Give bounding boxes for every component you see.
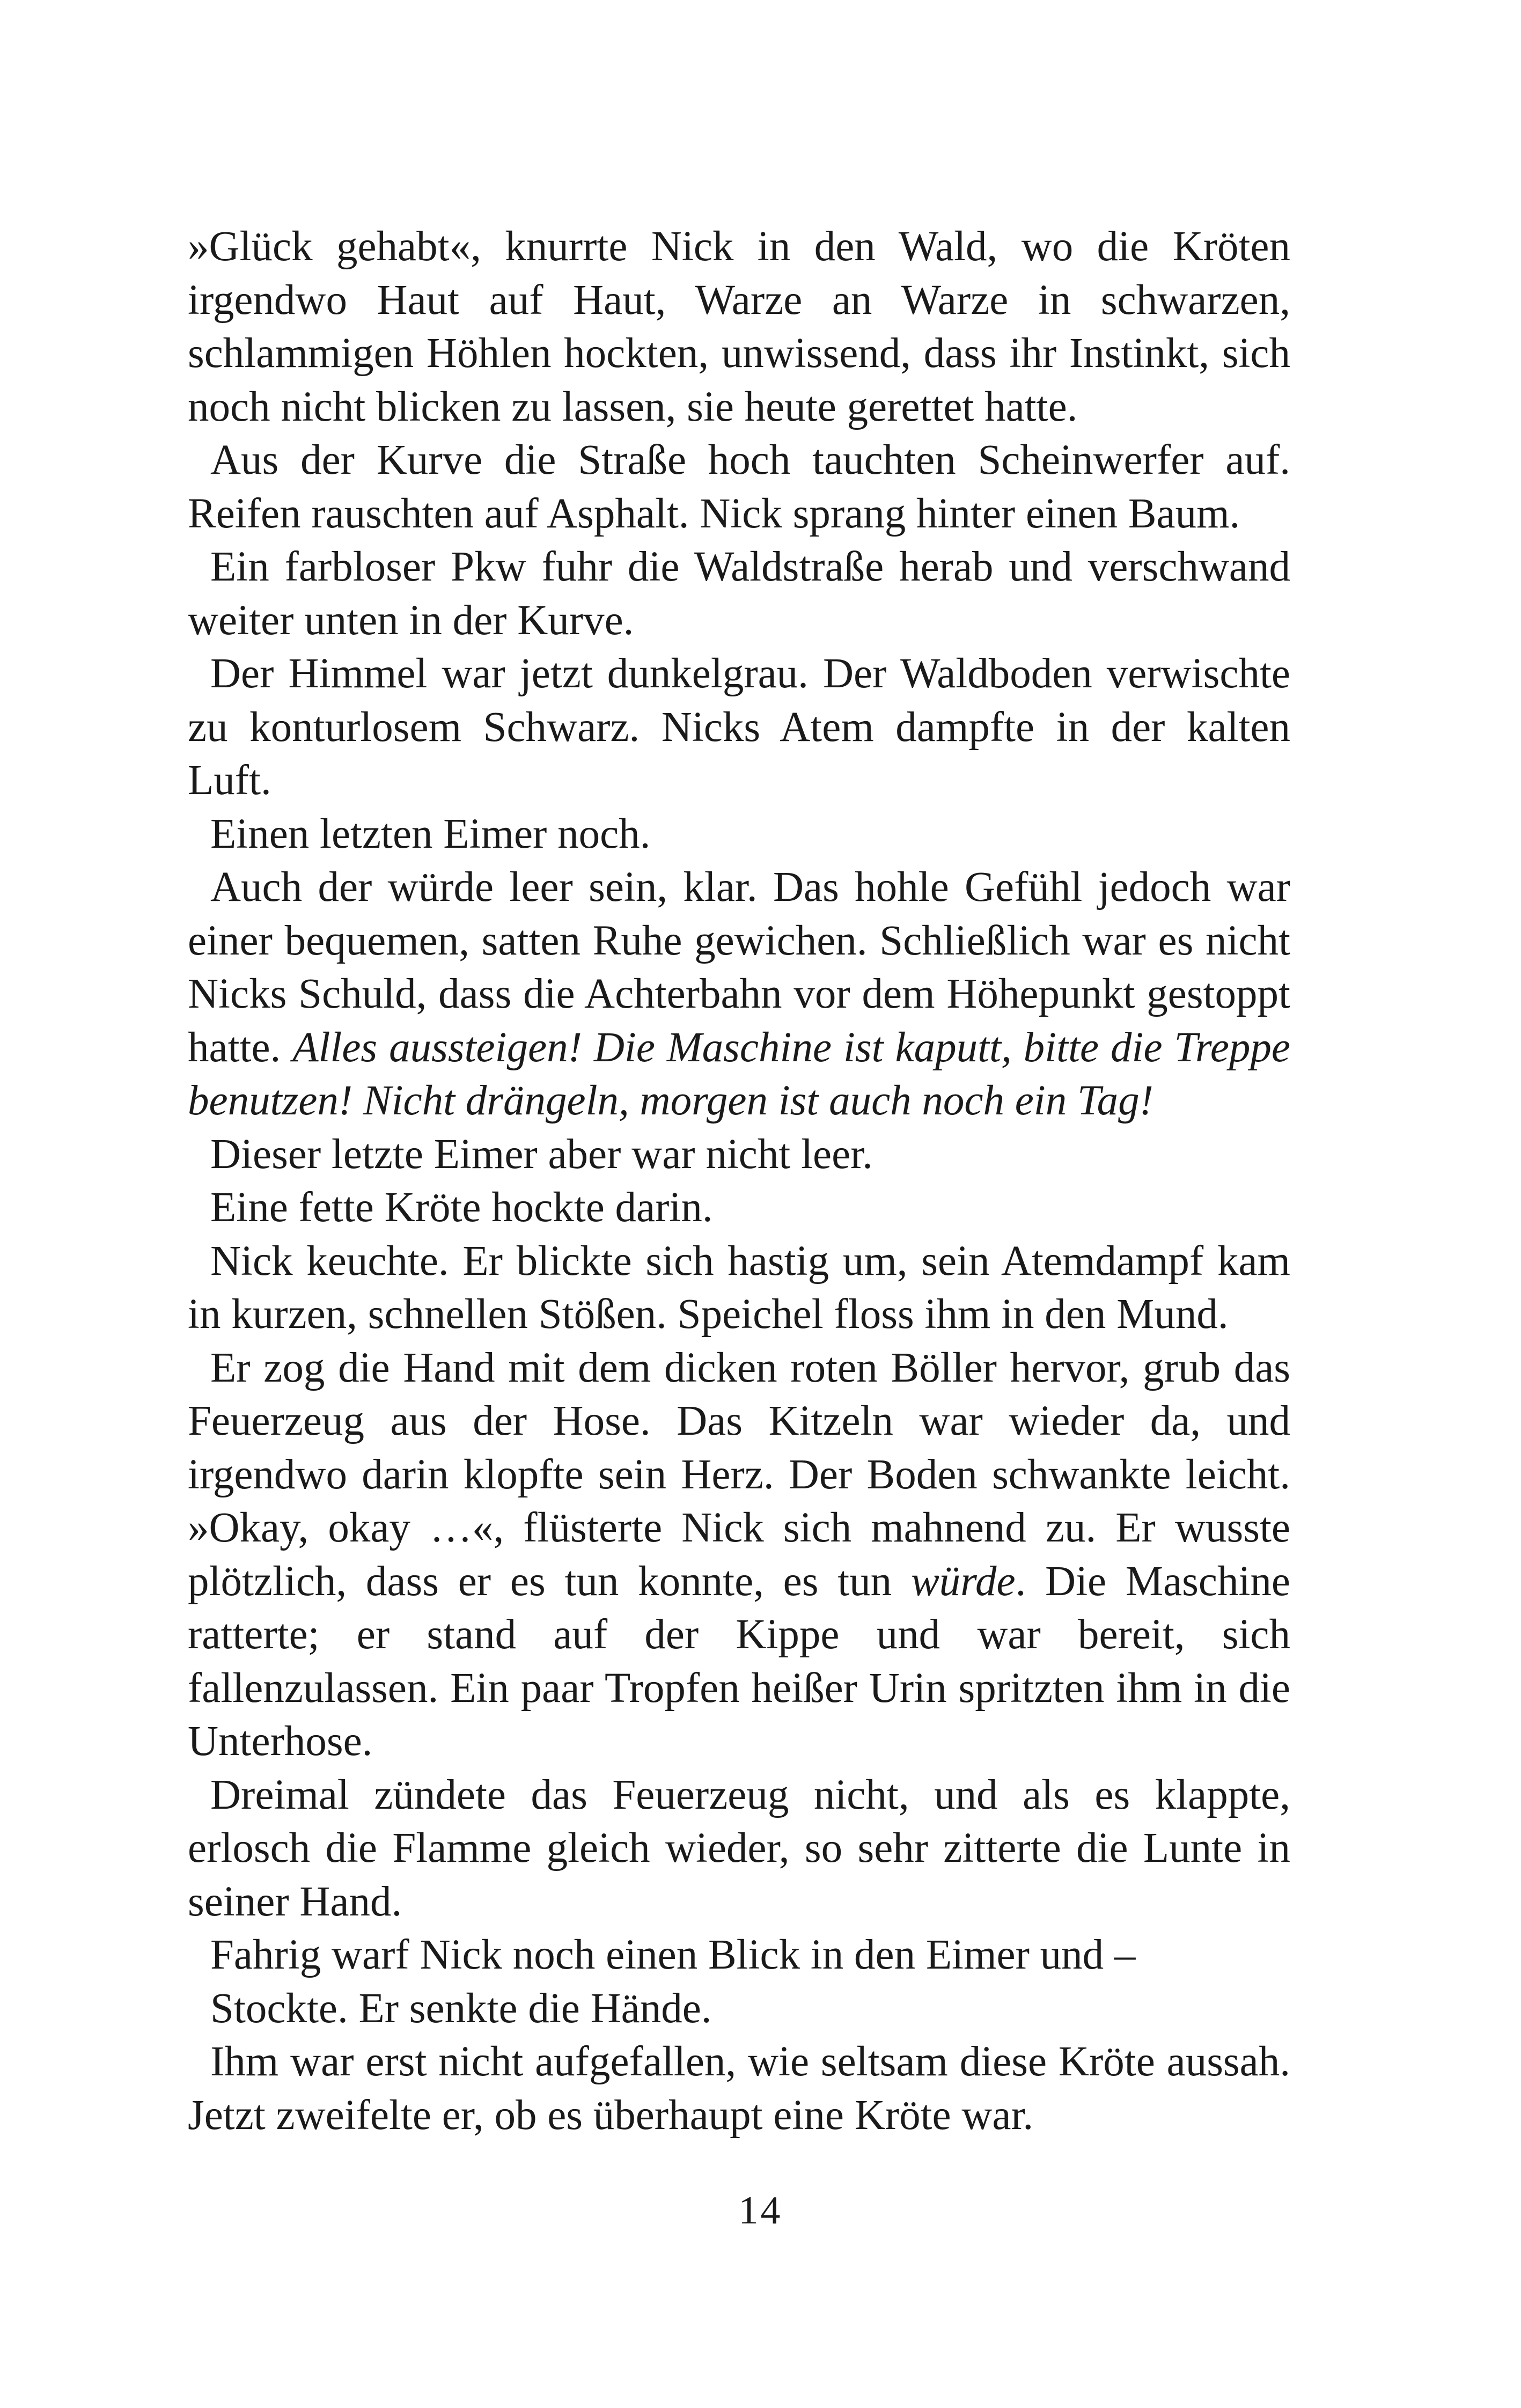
paragraph-text: . Die Maschine ratterte; er stand auf der Kippe und war bereit, sich fallenzulassen. Ein paar Tropfen heißer Urin spritzten ihm in die Unterhose. xyxy=(188,1558,1290,1765)
paragraph xyxy=(188,1768,1290,1929)
paragraph-text: Auch der würde leer sein, klar. Das hohle Gefühl jedoch war einer bequemen, satten Ruhe gewichen. Schließlich war es nicht Nicks Schuld, dass die Achterbahn vor dem Höhepunkt gestoppt hatte. xyxy=(188,864,1290,1071)
paragraph-text: Ihm war erst nicht aufgefallen, wie seltsam diese Kröte aussah. Jetzt zweifelte er, ob es überhaupt eine Kröte war. xyxy=(188,2038,1290,2139)
paragraph-text: Dreimal zündete das Feuerzeug nicht, und als es klappte, erlosch die Flamme gleich wieder, so sehr zitterte die Lunte in seiner Hand. xyxy=(188,1771,1290,1925)
paragraph-text: »Glück gehabt«, knurrte Nick in den Wald, wo die Kröten irgendwo Haut auf Haut, Warze an Warze in schwarzen, schlammigen Höhlen hockten, unwissend, dass ihr Instinkt, sich noch nicht blicken zu lassen, sie heute gerettet hatte. xyxy=(188,223,1290,430)
paragraph xyxy=(188,807,1290,861)
body-text xyxy=(188,220,1290,2142)
paragraph-text: Aus der Kurve die Straße hoch tauchten Scheinwerfer auf. Reifen rauschten auf Asphalt. Nick sprang hinter einen Baum. xyxy=(188,437,1290,537)
paragraph xyxy=(188,1341,1290,1768)
paragraph xyxy=(188,434,1290,540)
paragraph xyxy=(188,540,1290,647)
paragraph xyxy=(188,1128,1290,1181)
page-number: 14 xyxy=(738,2189,783,2233)
paragraph-text: Dieser letzte Eimer aber war nicht leer. xyxy=(210,1130,873,1178)
paragraph xyxy=(188,861,1290,1128)
paragraph xyxy=(188,2035,1290,2142)
paragraph-text: Einen letzten Eimer noch. xyxy=(210,810,651,857)
paragraph xyxy=(188,647,1290,807)
paragraph-text: Stockte. Er senkte die Hände. xyxy=(210,1985,712,2032)
paragraph xyxy=(188,1235,1290,1341)
paragraph xyxy=(188,1181,1290,1235)
paragraph xyxy=(188,1928,1290,1982)
italic-text: würde xyxy=(910,1558,1016,1605)
paragraph-text: Nick keuchte. Er blickte sich hastig um, sein Atemdampf kam in kurzen, schnellen Stößen. Speichel floss ihm in den Mund. xyxy=(188,1237,1290,1338)
paragraph xyxy=(188,220,1290,434)
paragraph-text: Fahrig warf Nick noch einen Blick in den Eimer und – xyxy=(210,1932,1136,1978)
paragraph-text: Er zog die Hand mit dem dicken roten Böller hervor, grub das Feuerzeug aus der Hose. Das Kitzeln war wieder da, und irgendwo darin klopfte sein Herz. Der Boden schwankte leicht. »Okay, okay …«, flüsterte Nick sich mahnend zu. Er wusste plötzlich, dass er es tun konnte, es tun xyxy=(188,1344,1290,1605)
paragraph-text: Eine fette Kröte hockte darin. xyxy=(210,1184,713,1231)
paragraph-text: Der Himmel war jetzt dunkelgrau. Der Waldboden verwischte zu konturlosem Schwarz. Nicks Atem dampfte in der kalten Luft. xyxy=(188,650,1290,804)
italic-text: Alles aussteigen! Die Maschine ist kaputt, bitte die Treppe benutzen! Nicht drängeln, morgen ist auch noch ein Tag! xyxy=(188,1024,1290,1124)
paragraph-text: Ein farbloser Pkw fuhr die Waldstraße herab und verschwand weiter unten in der Kurve. xyxy=(188,544,1290,644)
paragraph xyxy=(188,1982,1290,2036)
